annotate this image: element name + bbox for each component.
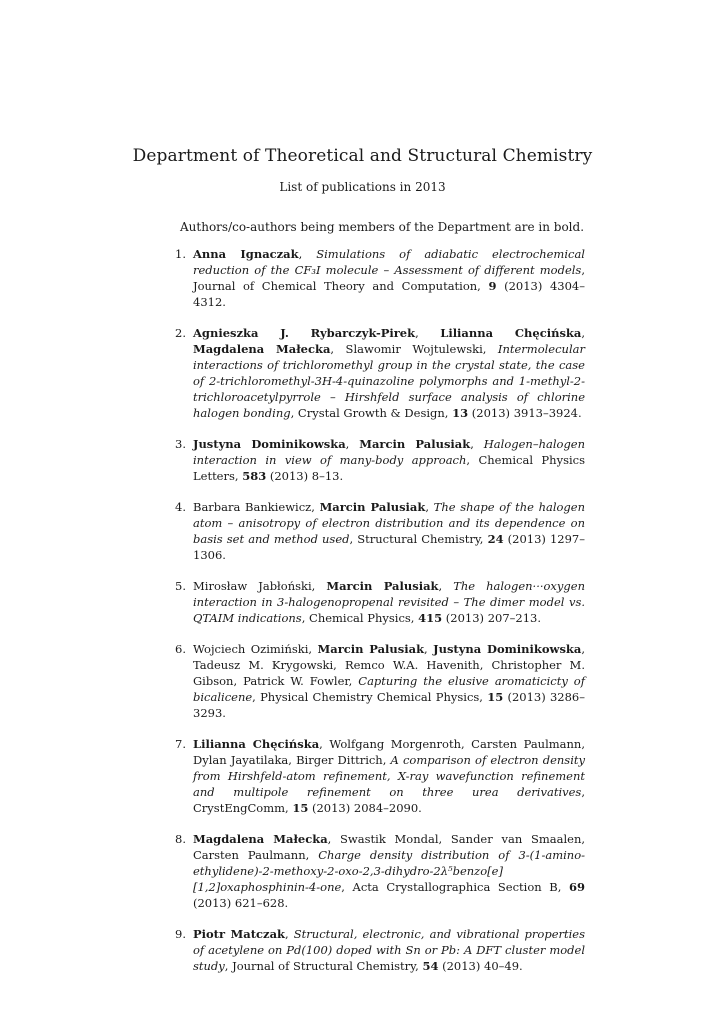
author-member: 9 bbox=[488, 279, 497, 293]
citation-text: , Wolfgang Morgenroth, Carsten Paulmann, Dylan Jayatilaka, Birger Dittrich, bbox=[193, 737, 585, 767]
author-member: 24 bbox=[487, 532, 504, 546]
page-title: Department of Theoretical and Structural Chemistry bbox=[132, 146, 593, 166]
citation-text: , Structural Chemistry, bbox=[349, 532, 488, 546]
citation-text: (2013) 1297–1306. bbox=[193, 532, 586, 562]
citation-text: (2013) 4304–4312. bbox=[193, 279, 585, 309]
publication-number: 3. bbox=[175, 437, 186, 451]
author-member: Justyna Dominikowska bbox=[193, 437, 346, 451]
publication-item bbox=[175, 736, 585, 816]
citation-text: , bbox=[415, 326, 441, 340]
author-member: Lilianna Chęcińska bbox=[440, 326, 582, 340]
publication-number: 6. bbox=[175, 642, 186, 656]
citation-text: , bbox=[470, 437, 484, 451]
page-subtitle: List of publications in 2013 bbox=[279, 180, 446, 194]
citation-text: (2013) 2084–2090. bbox=[308, 801, 422, 815]
publication-item bbox=[175, 246, 585, 310]
publication-number: 7. bbox=[175, 737, 186, 751]
publication-number: 4. bbox=[175, 500, 186, 514]
publication-number: 5. bbox=[175, 579, 186, 593]
publication-item bbox=[175, 578, 585, 626]
publication-title: Simulations of adiabatic electrochemical reduction of the CF₃I molecule – Assessment of different models bbox=[193, 247, 585, 277]
citation-text: , CrystEngComm, bbox=[193, 785, 585, 815]
publication-item bbox=[175, 926, 585, 974]
publication-list bbox=[175, 246, 585, 989]
citation-text: , bbox=[285, 927, 294, 941]
publication-title: Halogen–halogen interaction in view of many-body approach bbox=[193, 437, 586, 467]
author-member: 69 bbox=[568, 880, 585, 894]
citation-text: , bbox=[424, 642, 434, 656]
author-member: 583 bbox=[242, 469, 267, 483]
citation-text: , Crystal Growth & Design, bbox=[290, 406, 453, 420]
author-member: 54 bbox=[422, 959, 439, 973]
citation-text: (2013) 3913–3924. bbox=[468, 406, 582, 420]
citation-text: (2013) 3286–3293. bbox=[193, 690, 585, 720]
publication-title: Capturing the elusive aromaticicty of bicalicene bbox=[193, 674, 585, 704]
author-member: Marcin Palusiak bbox=[359, 437, 471, 451]
citation-text: (2013) 8–13. bbox=[266, 469, 344, 483]
author-member: Marcin Palusiak bbox=[317, 642, 425, 656]
citation-text: , bbox=[298, 247, 317, 261]
author-member: Lilianna Chęcińska bbox=[193, 737, 320, 751]
author-member: Magdalena Małecka bbox=[193, 832, 328, 846]
citation-text: , Journal of Chemical Theory and Computation, bbox=[193, 263, 585, 293]
publication-title: A comparison of electron density from Hirshfeld-atom refinement, X-ray wavefunction refinement and multipole refinement on three urea derivatives bbox=[193, 753, 585, 799]
citation-text: , Swastik Mondal, Sander van Smaalen, Carsten Paulmann, bbox=[193, 832, 586, 862]
publication-item bbox=[175, 436, 585, 484]
publication-item bbox=[175, 641, 585, 721]
citation-text: , Journal of Structural Chemistry, bbox=[224, 959, 423, 973]
author-member: Agnieszka J. Rybarczyk-Pirek bbox=[193, 326, 416, 340]
publication-title: Charge density distribution of 3-(1-amino-ethylidene)-2-methoxy-2-oxo-2,3-dihydro-2λ⁵benzo[e][1,2]oxaphosphinin-4-one bbox=[193, 848, 585, 894]
citation-text: Wojciech Ozimiński, bbox=[193, 642, 318, 656]
author-member: Piotr Matczak bbox=[193, 927, 285, 941]
publication-number: 8. bbox=[175, 832, 186, 846]
citation-text: (2013) 40–49. bbox=[438, 959, 523, 973]
author-member: Justyna Dominikowska bbox=[433, 642, 582, 656]
citation-text: , Tadeusz M. Krygowski, Remco W.A. Havenith, Christopher M. Gibson, Patrick W. Fowler, bbox=[193, 642, 585, 688]
citation-text: , Chemical Physics, bbox=[301, 611, 419, 625]
publication-number: 2. bbox=[175, 326, 186, 340]
citation-text: , Acta Crystallographica Section B, bbox=[341, 880, 569, 894]
author-member: Anna Ignaczak bbox=[193, 247, 299, 261]
author-member: Magdalena Małecka bbox=[193, 342, 331, 356]
publication-item bbox=[175, 831, 585, 911]
citation-text: Barbara Bankiewicz, bbox=[193, 500, 320, 514]
citation-text: , bbox=[438, 579, 454, 593]
citation-text: , Slawomir Wojtulewski, bbox=[330, 342, 498, 356]
publication-title: The halogen···oxygen interaction in 3-halogenopropenal revisited – The dimer model vs. QTAIM indications bbox=[193, 579, 585, 625]
citation-text: , Chemical Physics Letters, bbox=[193, 453, 585, 483]
intro-note: Authors/co-authors being members of the Department are in bold. bbox=[180, 220, 585, 234]
citation-text: Mirosław Jabłoński, bbox=[193, 579, 327, 593]
publication-item bbox=[175, 325, 585, 421]
publication-title: Structural, electronic, and vibrational properties of acetylene on Pd(100) doped with Sn or Pb: A DFT cluster model study bbox=[193, 927, 585, 973]
author-member: 415 bbox=[418, 611, 443, 625]
citation-text: , Physical Chemistry Chemical Physics, bbox=[252, 690, 488, 704]
citation-text: , bbox=[345, 437, 360, 451]
publication-title: The shape of the halogen atom – anisotropy of electron distribution and its dependence on basis set and method used bbox=[193, 500, 586, 546]
author-member: 13 bbox=[452, 406, 469, 420]
author-member: 15 bbox=[487, 690, 504, 704]
author-member: 15 bbox=[292, 801, 309, 815]
publication-number: 9. bbox=[175, 927, 186, 941]
author-member: Marcin Palusiak bbox=[319, 500, 426, 514]
publication-number: 1. bbox=[175, 247, 186, 261]
author-member: Marcin Palusiak bbox=[326, 579, 439, 593]
publication-title: Intermolecular interactions of trichloromethyl group in the crystal state, the case of 2-trichloromethyl-3H-4-quinazoline polymorphs and 1-methyl-2-trichloroacetylpyrrole – Hirshfeld surface analysis of chlorine halogen bonding bbox=[193, 342, 585, 420]
citation-text: (2013) 621–628. bbox=[193, 896, 289, 910]
citation-text: , bbox=[581, 326, 585, 340]
citation-text: (2013) 207–213. bbox=[442, 611, 541, 625]
citation-text: , bbox=[425, 500, 434, 514]
publication-item bbox=[175, 499, 585, 563]
